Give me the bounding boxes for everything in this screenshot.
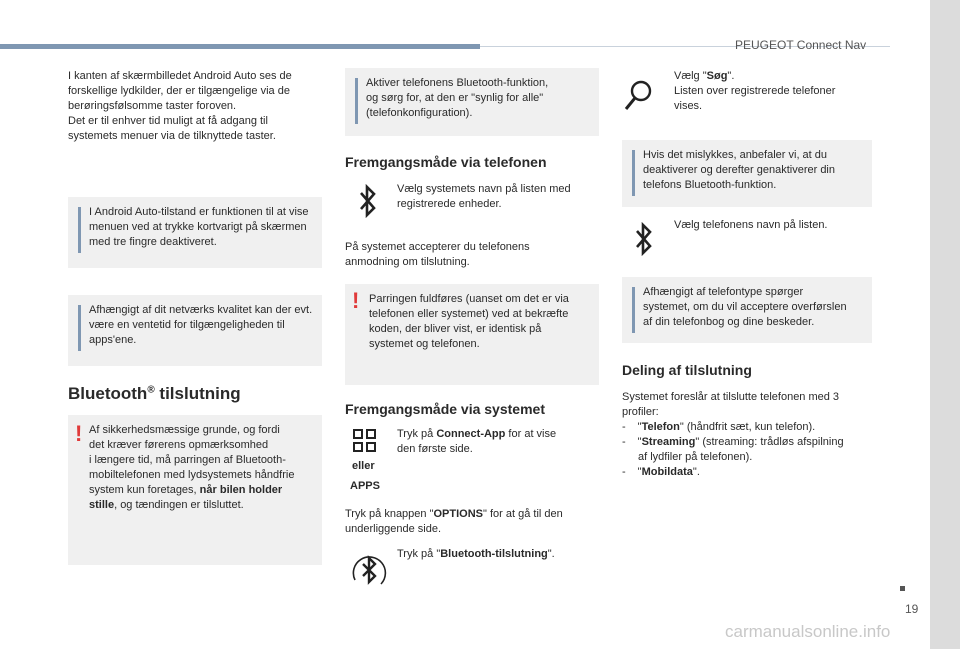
header-bar: [0, 44, 480, 49]
select-system-name-text: Vælg systemets navn på listen med registrerede enheder.: [397, 183, 571, 210]
apps-grid-icon: [352, 428, 378, 454]
info-bar: [632, 150, 635, 196]
info-bar: [78, 207, 81, 253]
system-procedure-heading: Fremgangsmåde via systemet: [345, 401, 545, 417]
bluetooth-settings-icon: [349, 550, 389, 592]
warning-icon: !: [75, 421, 83, 446]
profile-list-item: - "Telefon" (håndfrit sæt, kun telefon).: [622, 421, 816, 433]
info-text: Afhængigt af telefontype spørger systemet, om du vil acceptere overførslen af din telefonbog og dine beskeder.: [643, 286, 847, 328]
bluetooth-icon: [633, 222, 655, 256]
eller-label: eller: [352, 460, 375, 472]
page-end-marker: [900, 586, 905, 591]
bluetooth-heading: Bluetooth® tilslutning: [68, 384, 241, 403]
warning-text: Parringen fuldføres (uanset om det er via telefonen eller systemet) ved at bekræfte koden, der bliver vist, er identisk på systemet og telefonen.: [369, 293, 569, 350]
info-bar: [632, 287, 635, 333]
intro-text: I kanten af skærmbilledet Android Auto ses de forskellige lydkilder, der er tilgængelige via de berøringsfølsomme taster foroven. Det er til enhver tid muligt at få adgang til systemets menuer via de tilknyttede taster.: [68, 70, 292, 142]
profile-list-continuation: af lydfiler på telefonen).: [638, 451, 753, 463]
warning-box-safety: [68, 415, 322, 565]
info-box-failure: [622, 140, 872, 207]
bluetooth-connection-text: Tryk på "Bluetooth-tilslutning".: [397, 548, 555, 560]
info-text: Aktiver telefonens Bluetooth-funktion, og sørg for, at den er "synlig for alle" (telefonkonfiguration).: [366, 77, 549, 119]
info-box-phonebook: [622, 277, 872, 343]
info-box-network: [68, 295, 322, 366]
options-text: Tryk på knappen "OPTIONS" for at gå til den underliggende side.: [345, 508, 563, 535]
info-bar: [78, 305, 81, 351]
profile-list-item: - "Mobildata".: [622, 466, 700, 478]
info-text: Hvis det mislykkes, anbefaler vi, at du deaktiverer og derefter genaktiverer din telefons Bluetooth-funktion.: [643, 149, 835, 191]
page-number: 19: [905, 602, 919, 616]
search-text: Vælg "Søg". Listen over registrerede telefoner vises.: [674, 70, 836, 112]
connect-app-text: Tryk på Connect-App for at vise den første side.: [397, 428, 557, 455]
apps-label: APPS: [350, 480, 380, 492]
warning-text: Af sikkerhedsmæssige grunde, og fordi det kræver førerens opmærksomhed i længere tid, må parringen af Bluetooth- mobiltelefonen med lydsystemets håndfrie system kun foretages, når bilen holder stille, og tændingen er tilsluttet.: [89, 424, 295, 511]
profile-list-item: - "Streaming" (streaming: trådløs afspilning: [622, 436, 844, 448]
select-phone-text: Vælg telefonens navn på listen.: [674, 219, 828, 231]
warning-box-pairing: [345, 284, 599, 385]
info-box-activate-bt: [345, 68, 599, 136]
watermark: carmanualsonline.info: [725, 622, 891, 641]
bluetooth-icon: [357, 184, 379, 218]
info-text: Afhængigt af dit netværks kvalitet kan der evt. være en ventetid for tilgængeligheden til apps'ene.: [89, 304, 313, 346]
header-title: PEUGEOT Connect Nav: [735, 38, 867, 52]
warning-icon: !: [352, 288, 360, 313]
search-icon: [622, 78, 656, 112]
share-intro-text: Systemet foreslår at tilslutte telefonen med 3 profiler:: [622, 391, 840, 418]
page-sidebar: [930, 0, 960, 649]
share-connection-heading: Deling af tilslutning: [622, 362, 752, 378]
accept-request-text: På systemet accepterer du telefonens anmodning om tilslutning.: [345, 241, 530, 268]
info-text: I Android Auto-tilstand er funktionen til at vise menuen ved at trykke kortvarigt på skærmen med tre fingre deaktiveret.: [89, 206, 309, 248]
phone-procedure-heading: Fremgangsmåde via telefonen: [345, 154, 547, 170]
info-box-android-auto: [68, 197, 322, 268]
info-bar: [355, 78, 358, 124]
